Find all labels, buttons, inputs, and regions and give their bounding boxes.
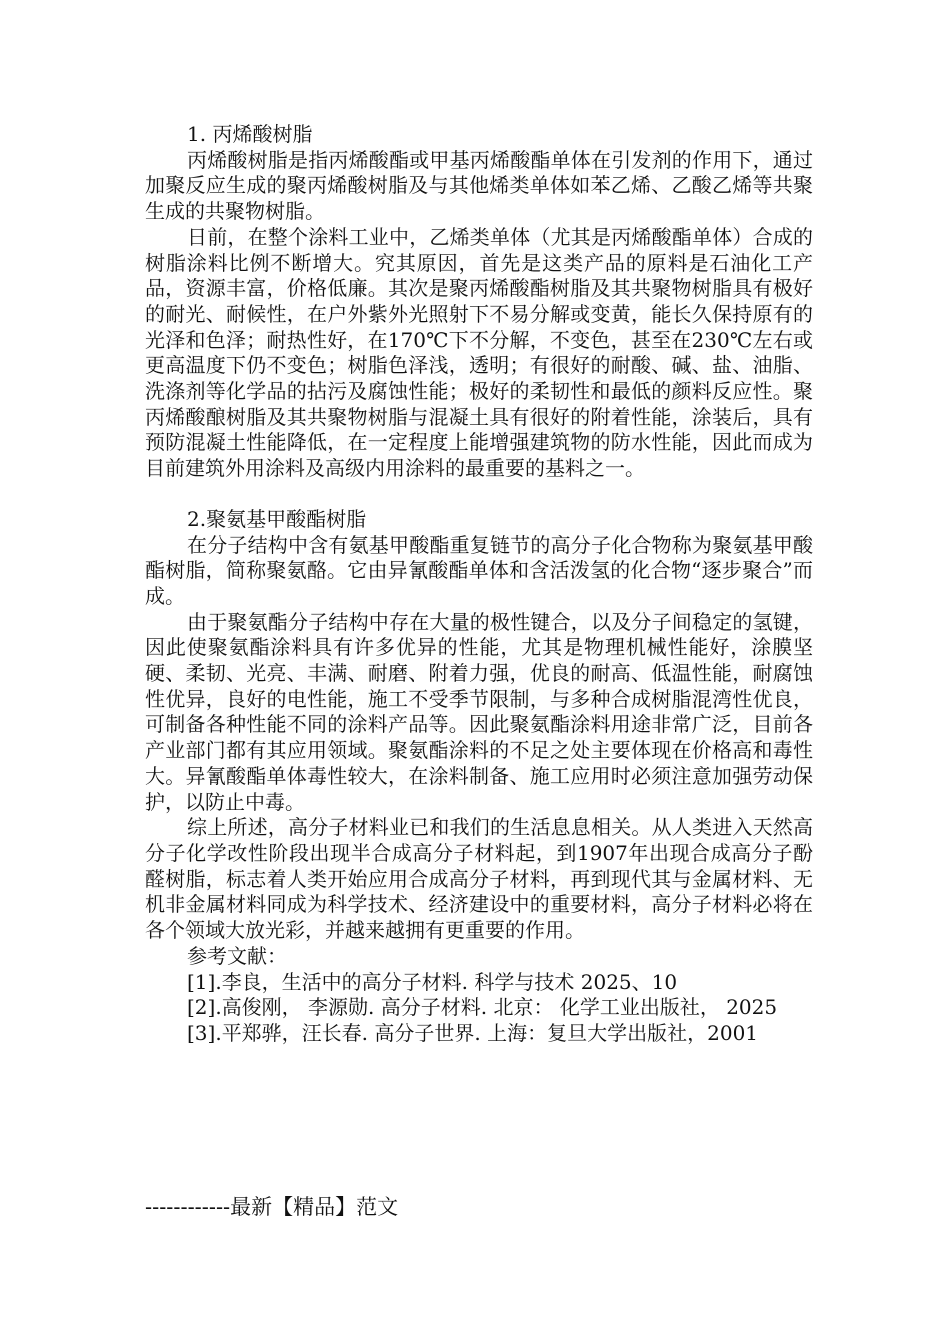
section-heading-polyurethane: 2.聚氨基甲酸酯树脂 xyxy=(187,506,367,531)
paragraph: 日前，在整个涂料工业中，乙烯类单体（尤其是丙烯酸酯单体）合成的树脂涂料比例不断增大。究其原因，首先是这类产品的原料是石油化工产品，资源丰富，价格低廉。其次是聚丙烯酸酯树脂及其共聚物树脂具有极好的耐光、耐候性，在户外紫外光照射下不易分解或变黄，能长久保持原有的光泽和色泽；耐热性好，在170℃下不分解，不变色，甚至在230℃左右或更高温度下仍不变色；树脂色泽浅，透明；有很好的耐酸、碱、盐、油脂、洗涤剂等化学品的拈污及腐蚀性能；极好的柔韧性和最低的颜料反应性。聚丙烯酸酿树脂及其共聚物树脂与混凝土具有很好的附着性能，涂装后，具有预防混凝土性能降低，在一定程度上能增强建筑物的防水性能，因此而成为目前建筑外用涂料及高级内用涂料的最重要的基料之一。 xyxy=(145,224,813,481)
footer-text: ------------最新【精品】范文 xyxy=(145,1195,399,1219)
reference-item: [1].李良，生活中的高分子材料. 科学与技术 2025、10 xyxy=(187,969,678,994)
paragraph-conclusion: 综上所述，高分子材料业已和我们的生活息息相关。从人类进入天然高分子化学改性阶段出现半合成高分子材料起，到1907年出现合成高分子酚醛树脂，标志着人类开始应用合成高分子材料，再到现代其与金属材料、无机非金属材料同成为科学技术、经济建设中的重要材料，高分子材料必将在各个领域大放光彩，并越来越拥有更重要的作用。 xyxy=(145,815,813,943)
references-label: 参考文献： xyxy=(187,943,287,968)
paragraph: 在分子结构中含有氨基甲酸酯重复链节的高分子化合物称为聚氨基甲酸酯树脂，简称聚氨酪。它由异氰酸酯单体和含活泼氢的化合物“逐步聚合”而成。 xyxy=(145,532,813,608)
paragraph: 丙烯酸树脂是指丙烯酸酯或甲基丙烯酸酯单体在引发剂的作用下，通过加聚反应生成的聚丙烯酸树脂及与其他烯类单体如苯乙烯、乙酸乙烯等共聚生成的共聚物树脂。 xyxy=(145,147,813,224)
section-gap xyxy=(145,482,813,507)
section-heading-acrylic: 1. 丙烯酸树脂 xyxy=(187,122,313,146)
reference-item: [3].平郑骅，汪长春. 高分子世界. 上海：复旦大学出版社，2001 xyxy=(187,1020,759,1045)
document-body xyxy=(145,122,813,1047)
paragraph: 由于聚氨酯分子结构中存在大量的极性键合，以及分子间稳定的氢键，因此使聚氨酯涂料具有许多优异的性能，尤其是物理机械性能好，涂膜坚硬、柔韧、光亮、丰满、耐磨、附着力强，优良的耐高、低温性能，耐腐蚀性优异，良好的电性能，施工不受季节限制，与多种合成树脂混湾性优良，可制备各种性能不同的涂料产品等。因此聚氨酯涂料用途非常广泛，目前各产业部门都有其应用领域。聚氨酯涂料的不足之处主要体现在价格高和毒性大。异氰酸酯单体毒性较大，在涂料制备、施工应用时必须注意加强劳动保护，以防止中毒。 xyxy=(145,609,813,814)
reference-item: [2].高俊刚， 李源勋. 高分子材料. 北京： 化学工业出版社， 2025 xyxy=(187,995,778,1020)
